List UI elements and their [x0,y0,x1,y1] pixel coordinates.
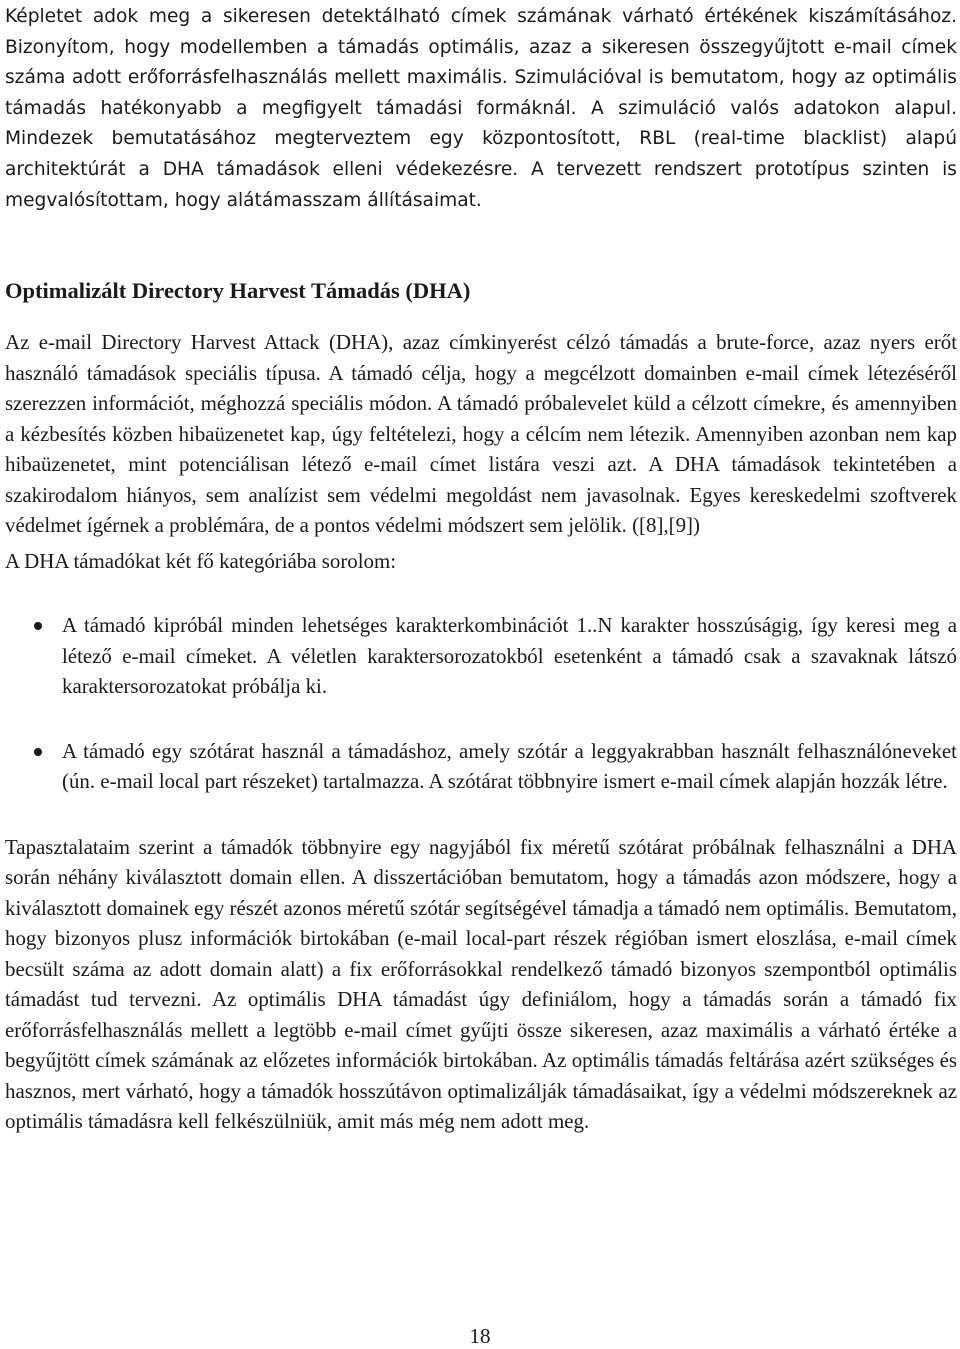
intro-block [5,2,957,216]
intro-paragraph: Képletet adok meg a sikeresen detektálható címek számának várható értékének kiszámításához. Bizonyítom, hogy modellemben a támadás optimális, azaz a sikeresen összegyűjtott e-mail címek száma adott erőforrásfelhasználás mellett maximális. Szimulációval is bemutatom, hogy az optimális támadás hatékonyabb a megfigyelt támadási formáknál. A szimuláció valós adatokon alapul. Mindezek bemutatásához megterveztem egy központosított, RBL (real-time blacklist) alapú architektúrát a DHA támadások elleni védekezésre. A tervezett rendszert prototípus szinten is megvalósítottam, hogy alátámasszam állításaimat. [5,6,957,211]
bullet-icon [34,622,42,630]
dha-paragraph-1: Az e-mail Directory Harvest Attack (DHA), azaz címkinyerést célzó támadás a brute-force, azaz nyers erőt használó támadások speciális típusa. A támadó célja, hogy a megcélzott domainben e-mail címek létezéséről szerezzen információt, méghozzá speciális módon. A támadó próbalevelet küld a célzott címekre, és amennyiben a kézbesítés közben hibaüzenetet kap, úgy feltételezi, hogy a célcím nem létezik. Amennyiben azonban nem kap hibaüzenetet, mint potenciálisan létező e-mail címet listára veszi azt. A DHA támadások tekintetében a szakirodalom hiányos, sem analízist sem védelmi megoldást nem javasolnak. Egyes kereskedelmi szoftverek védelmet ígérnek a problémára, de a pontos védelmi módszert sem jelölik. ([8],[9]) [5,330,957,537]
category-text: A támadó kipróbál minden lehetséges karakterkombinációt 1..N karakter hosszúságig, így keresi meg a létező e-mail címeket. A véletlen karaktersorozatokból esetenként a támadó csak a szavaknak látszó karaktersorozatokat próbálja ki. [62,613,957,698]
document-page [5,0,957,1133]
list-item [5,610,957,702]
list-item [5,736,957,797]
section-body [5,327,957,1137]
bullet-icon [34,748,42,756]
page-number: 18 [469,1324,491,1348]
categories-intro: A DHA támadókat két fő kategóriába sorolom: [5,548,397,573]
dha-paragraph-2: Tapasztalataim szerint a támadók többnyire egy nagyjából fix méretű szótárat próbálnak felhasználni a DHA során néhány kiválasztott domain ellen. A disszertációban bemutatom, hogy a támadás azon módszere, hogy a kiválasztott domainek egy részét azonos méretű szótár segítségével támadja a támadó nem optimális. Bemutatom, hogy bizonyos plusz információk birtokában (e-mail local-part részek régióban ismert eloszlása, e-mail címek becsült száma az adott domain alatt) a fix erőforrásokkal rendelkező támadó bizonyos szempontból optimális támadást tud tervezni. Az optimális DHA támadást úgy definiálom, hogy a támadás során a támadó fix erőforrásfelhasználás mellett a legtöbb e-mail címet gyűjti össze sikeresen, azaz maximális a várható értéke a begyűjtött címek számának az előzetes információk birtokában. Az optimális támadás feltárása azért szükséges és hasznos, mert várható, hogy a támadók hosszútávon optimalizálják támadásaikat, így a védelmi módszereknek az optimális támadásra kell felkészülniük, amit más még nem adott meg. [5,834,957,1133]
category-text: A támadó egy szótárat használ a támadáshoz, amely szótár a leggyakrabban használt felhasználóneveket (ún. e-mail local part részeket) tartalmazza. A szótárat többnyire ismert e-mail címek alapján hozzák létre. [62,738,957,793]
section-heading: Optimalizált Directory Harvest Támadás (DHA) [5,278,471,303]
category-list [5,610,957,797]
